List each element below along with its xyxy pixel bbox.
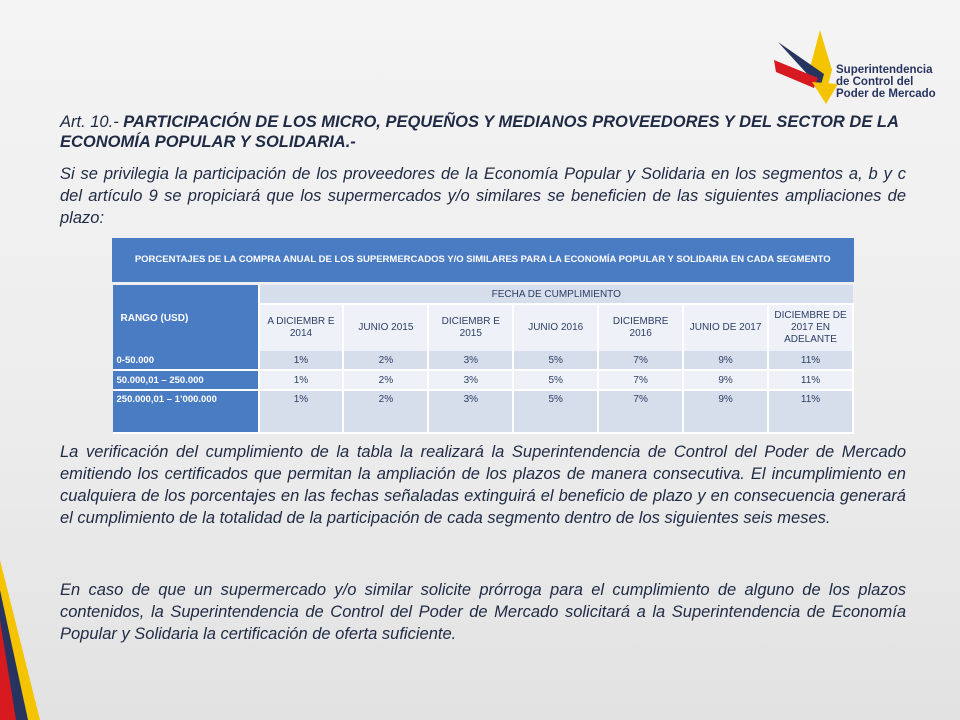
table-cell: 7% bbox=[598, 351, 683, 370]
table-cell: 9% bbox=[683, 351, 768, 370]
logo-name bbox=[836, 64, 936, 100]
table-cell: 7% bbox=[598, 370, 683, 390]
article-title: PARTICIPACIÓN DE LOS MICRO, PEQUEÑOS Y MEDIANOS PROVEEDORES Y DEL SECTOR DE LA ECONOMÍA POPULAR Y SOLIDARIA.- bbox=[60, 113, 899, 151]
table-cell: 2% bbox=[343, 351, 428, 370]
percentages-table bbox=[112, 238, 854, 434]
table-cell: 7% bbox=[598, 390, 683, 433]
date-column-header: A DICIEMBR E 2014 bbox=[259, 304, 344, 351]
table-cell: 2% bbox=[343, 370, 428, 390]
table-cell: 11% bbox=[768, 370, 853, 390]
table-cell: 5% bbox=[513, 370, 598, 390]
table-cell: 3% bbox=[428, 370, 513, 390]
date-column-header: DICIEMBRE DE 2017 EN ADELANTE bbox=[768, 304, 853, 351]
date-header: FECHA DE CUMPLIMIENTO bbox=[259, 285, 854, 304]
date-column-header: JUNIO 2015 bbox=[343, 304, 428, 351]
article-heading bbox=[60, 112, 910, 152]
date-column-header: JUNIO DE 2017 bbox=[683, 304, 768, 351]
range-header: RANGO (USD) bbox=[113, 285, 259, 351]
range-label: 250.000,01 – 1’000.000 bbox=[113, 390, 259, 433]
table-row bbox=[113, 370, 854, 390]
logo-name-line: Superintendencia bbox=[836, 64, 933, 76]
table-cell: 11% bbox=[768, 351, 853, 370]
table-cell: 11% bbox=[768, 390, 853, 433]
article-number: Art. 10.- bbox=[60, 113, 119, 131]
range-label: 50.000,01 – 250.000 bbox=[113, 370, 259, 390]
table-cell: 1% bbox=[259, 370, 344, 390]
range-label: 0-50.000 bbox=[113, 351, 259, 370]
table-cell: 9% bbox=[683, 390, 768, 433]
date-column-header: DICIEMBR E 2015 bbox=[428, 304, 513, 351]
table-cell: 3% bbox=[428, 351, 513, 370]
corner-decoration bbox=[0, 560, 60, 720]
logo bbox=[772, 22, 942, 112]
logo-name-line: Poder de Mercado bbox=[836, 88, 936, 100]
table-cell: 5% bbox=[513, 351, 598, 370]
date-column-header: JUNIO 2016 bbox=[513, 304, 598, 351]
intro-paragraph: Si se privilegia la participación de los proveedores de la Economía Popular y Solidaria en los segmentos a, b y c del artículo 9 se propiciará que los supermercados y/o similares se beneficien de las siguientes ampliaciones de plazo: bbox=[60, 165, 906, 227]
logo-name-line: de Control del bbox=[836, 76, 914, 88]
table-cell: 1% bbox=[259, 390, 344, 433]
table-row bbox=[113, 390, 854, 433]
date-column-header: DICIEMBRE 2016 bbox=[598, 304, 683, 351]
verification-paragraph: La verificación del cumplimiento de la tabla la realizará la Superintendencia de Control del Poder de Mercado emitiendo los certificados que permitan la ampliación de los plazos de manera consecutiva. El incumplimiento en cualquiera de los porcentajes en las fechas señaladas extinguirá el beneficio de plazo y en consecuencia generará el cumplimiento de la totalidad de la participación de cada segmento dentro de los siguientes seis meses. bbox=[60, 443, 906, 527]
table-row bbox=[113, 351, 854, 370]
table-cell: 2% bbox=[343, 390, 428, 433]
table-cell: 3% bbox=[428, 390, 513, 433]
table-cell: 9% bbox=[683, 370, 768, 390]
extension-paragraph: En caso de que un supermercado y/o similar solicite prórroga para el cumplimiento de alguno de los plazos contenidos, la Superintendencia de Control del Poder de Mercado solicitará a la Superintendencia de Economía Popular y Solidaria la certificación de oferta suficiente. bbox=[60, 581, 906, 643]
table-cell: 5% bbox=[513, 390, 598, 433]
table-cell: 1% bbox=[259, 351, 344, 370]
table-title: PORCENTAJES DE LA COMPRA ANUAL DE LOS SUPERMERCADOS Y/O SIMILARES PARA LA ECONOMÍA POPULAR Y SOLIDARIA EN CADA SEGMENTO bbox=[113, 239, 854, 282]
